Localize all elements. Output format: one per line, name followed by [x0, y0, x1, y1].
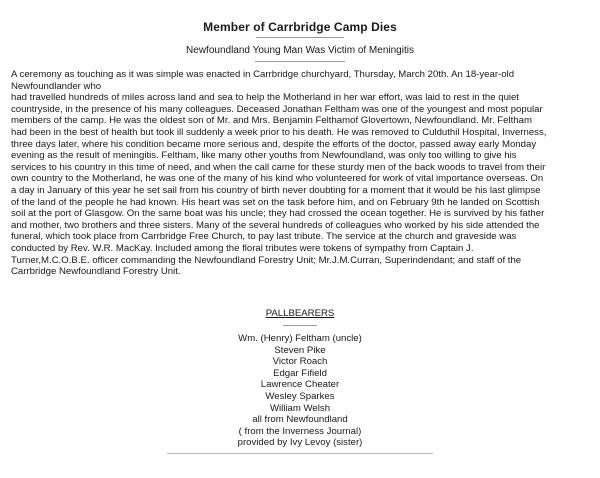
article-subtitle: Newfoundland Young Man Was Victim of Meningitis	[186, 45, 414, 56]
body-line: conducted by Rev. W.R. MacKay. Included among the floral tributes were tokens of sympathy from Captain J.	[11, 242, 474, 254]
pallbearers-divider	[283, 325, 317, 326]
title-divider	[256, 37, 344, 38]
pallbearer-line: provided by Ivy Levoy (sister)	[237, 437, 363, 449]
body-line: Turner,M.C.O.B.E. officer commanding the Newfoundland Forestry Unit; Mr.J.M.Curran, Superindendant; and staff of the	[11, 254, 522, 266]
subtitle-divider	[255, 61, 345, 62]
body-line: funeral, which took place from Carrbridge Free Church, to pay last tribute. The service at the church and graveside was	[11, 231, 517, 243]
pallbearer-line: Steven Pike	[274, 344, 326, 356]
footer-divider	[167, 453, 433, 454]
body-line: and mother, two brothers and three sisters. Many of the several hundreds of colleagues who worked by his side attended the	[11, 219, 540, 231]
body-line: members of the camp. He was the oldest son of Mr. and Mrs. Benjamin Felthamof Glovertown, Newfoundland. Mr. Feltham	[11, 115, 532, 127]
body-line: had been in the best of health but took ill suddenly a week prior to his death. He was removed to Culduthil Hospital, Inverness,	[11, 126, 547, 138]
body-line: Carrbridge Newfoundland Forestry Unit.	[11, 266, 181, 278]
body-line: of the land of the people he had known. His heart was set on the task before him, and on February 9th he landed on Scottish	[11, 196, 540, 208]
pallbearer-line: William Welsh	[269, 402, 331, 414]
body-line: a day in January of this year he set sail from his country of birth never doubting for a moment that it would be his last glimpse	[11, 184, 541, 196]
body-line: countryside, in the presence of his many colleagues. Deceased Jonathan Feltham was one of the youngest and most popular	[11, 103, 543, 115]
body-line: evening as the result of meningitis. Feltham, like many other youths from Newfoundland, was only too willing to give his	[11, 150, 517, 162]
pallbearers-list	[0, 333, 600, 449]
pallbearer-line: Lawrence Cheater	[260, 379, 340, 391]
body-line: services to his country in this time of need, and when the call came for these sturdy men of the back woods to travel from their	[11, 161, 546, 173]
article-title: Member of Carrbridge Camp Dies	[203, 20, 397, 34]
body-line: Newfoundlander who	[11, 80, 102, 92]
article-body	[11, 69, 596, 278]
body-line: had travelled hundreds of miles across land and sea to help the Motherland in her war effort, was laid to rest in the quiet	[11, 92, 520, 104]
body-line: soil at the port of Glasgow. On the same boat was his uncle; they had crossed the ocean together. He is survived by his father	[11, 208, 545, 220]
pallbearer-line: all from Newfoundland	[252, 414, 348, 426]
pallbearer-line: ( from the Inverness Journal)	[238, 425, 362, 437]
pallbearer-line: Wm. (Henry) Feltham (uncle)	[238, 333, 362, 344]
pallbearer-line: Wesley Sparkes	[265, 390, 335, 402]
pallbearer-line: Edgar Fifield	[273, 367, 327, 379]
body-line: A ceremony as touching as it was simple was enacted in Carrbridge churchyard, Thursday, March 20th. An 18-year-old	[11, 69, 515, 80]
body-line: three days later, where his condition became more serious and, despite the efforts of the doctor, passed away early Monday	[11, 138, 537, 150]
pallbearer-line: Victor Roach	[272, 356, 328, 368]
pallbearers-heading: PALLBEARERS	[265, 308, 335, 319]
body-line: own country to the Motherland, he was one of the many of his kind who volunteered for work of vital importance overseas. On	[11, 173, 544, 185]
